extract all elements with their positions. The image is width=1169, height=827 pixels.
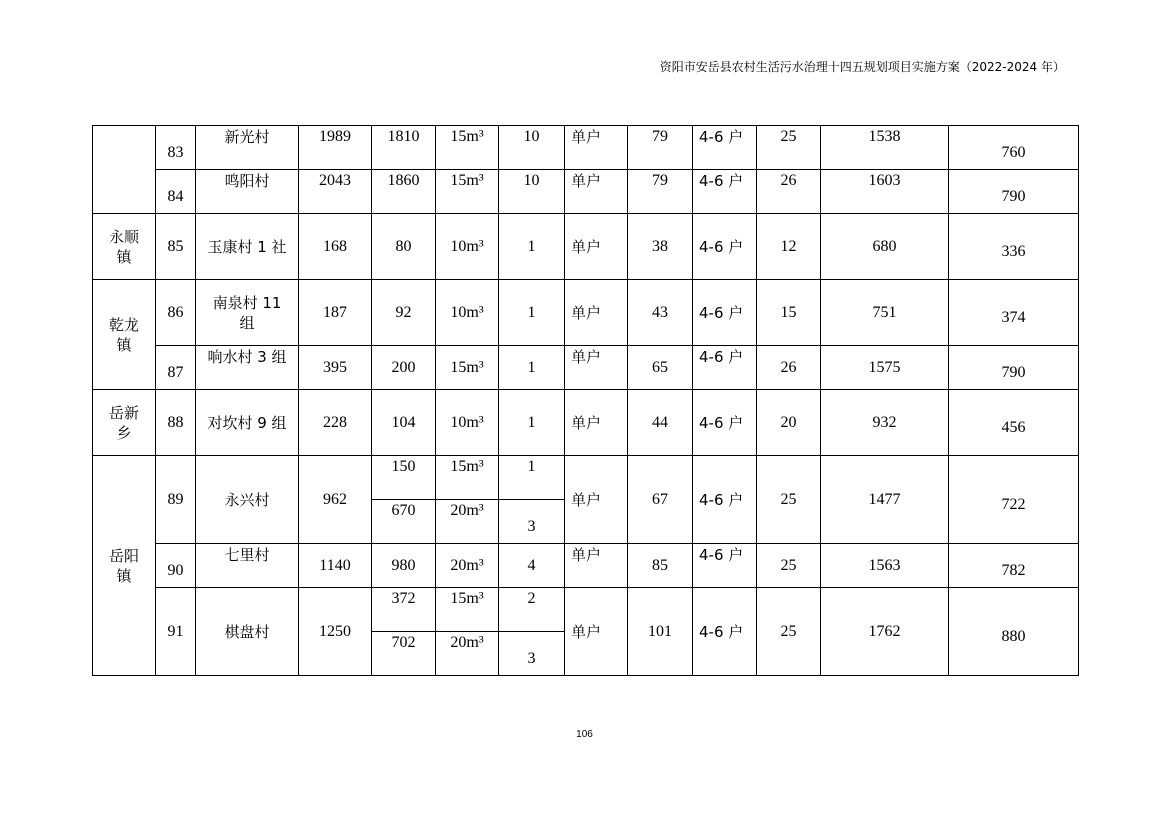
range-cell: 4-6 户 (693, 544, 757, 588)
village-cell: 棋盘村 (196, 588, 299, 676)
capacity-cell: 10m³ (436, 214, 499, 280)
value-cell: 2043 (299, 170, 372, 214)
value-cell: 782 (949, 544, 1079, 588)
type-cell: 单户 (565, 280, 628, 346)
town-cell: 岳新乡 (93, 390, 156, 456)
town-cell: 乾龙镇 (93, 280, 156, 390)
row-number: 85 (156, 214, 196, 280)
count-cell: 1 (499, 346, 565, 390)
value-cell: 790 (949, 346, 1079, 390)
range-cell: 4-6 户 (693, 170, 757, 214)
type-cell: 单户 (565, 214, 628, 280)
value-cell: 65 (628, 346, 693, 390)
table-row (93, 214, 1079, 280)
village-cell: 鸣阳村 (196, 170, 299, 214)
count-cell: 1 (499, 456, 565, 500)
row-number: 84 (156, 170, 196, 214)
value-cell: 702 (372, 632, 436, 676)
row-number: 89 (156, 456, 196, 544)
range-cell: 4-6 户 (693, 588, 757, 676)
village-cell: 对坎村 9 组 (196, 390, 299, 456)
count-cell: 10 (499, 126, 565, 170)
value-cell: 25 (757, 588, 821, 676)
value-cell: 79 (628, 170, 693, 214)
value-cell: 670 (372, 500, 436, 544)
capacity-cell: 15m³ (436, 126, 499, 170)
range-cell: 4-6 户 (693, 280, 757, 346)
village-cell: 响水村 3 组 (196, 346, 299, 390)
value-cell: 80 (372, 214, 436, 280)
page-number: 106 (576, 729, 593, 740)
value-cell: 20 (757, 390, 821, 456)
row-number: 86 (156, 280, 196, 346)
table-row (93, 280, 1079, 346)
village-cell: 南泉村 11 组 (196, 280, 299, 346)
value-cell: 722 (949, 456, 1079, 544)
count-cell: 3 (499, 500, 565, 544)
town-cell: 永顺镇 (93, 214, 156, 280)
row-number: 90 (156, 544, 196, 588)
row-number: 83 (156, 126, 196, 170)
value-cell: 372 (372, 588, 436, 632)
village-cell: 玉康村 1 社 (196, 214, 299, 280)
value-cell: 790 (949, 170, 1079, 214)
range-cell: 4-6 户 (693, 126, 757, 170)
row-number: 88 (156, 390, 196, 456)
range-cell: 4-6 户 (693, 390, 757, 456)
capacity-cell: 20m³ (436, 632, 499, 676)
type-cell: 单户 (565, 544, 628, 588)
value-cell: 374 (949, 280, 1079, 346)
value-cell: 336 (949, 214, 1079, 280)
page-header: 资阳市安岳县农村生活污水治理十四五规划项目实施方案（2022-2024 年） (659, 60, 1065, 74)
value-cell: 1538 (821, 126, 949, 170)
table-row (93, 126, 1079, 170)
capacity-cell: 15m³ (436, 346, 499, 390)
value-cell: 26 (757, 170, 821, 214)
value-cell: 1140 (299, 544, 372, 588)
row-number: 87 (156, 346, 196, 390)
capacity-cell: 10m³ (436, 390, 499, 456)
value-cell: 680 (821, 214, 949, 280)
value-cell: 26 (757, 346, 821, 390)
value-cell: 751 (821, 280, 949, 346)
count-cell: 4 (499, 544, 565, 588)
town-cell (93, 126, 156, 214)
type-cell: 单户 (565, 456, 628, 544)
value-cell: 200 (372, 346, 436, 390)
value-cell: 85 (628, 544, 693, 588)
value-cell: 962 (299, 456, 372, 544)
table-row (93, 346, 1079, 390)
table-row (93, 170, 1079, 214)
capacity-cell: 15m³ (436, 588, 499, 632)
type-cell: 单户 (565, 170, 628, 214)
value-cell: 1603 (821, 170, 949, 214)
capacity-cell: 20m³ (436, 544, 499, 588)
value-cell: 1563 (821, 544, 949, 588)
capacity-cell: 20m³ (436, 500, 499, 544)
value-cell: 101 (628, 588, 693, 676)
value-cell: 880 (949, 588, 1079, 676)
range-cell: 4-6 户 (693, 456, 757, 544)
value-cell: 79 (628, 126, 693, 170)
village-cell: 七里村 (196, 544, 299, 588)
count-cell: 1 (499, 280, 565, 346)
type-cell: 单户 (565, 390, 628, 456)
value-cell: 25 (757, 544, 821, 588)
value-cell: 25 (757, 456, 821, 544)
range-cell: 4-6 户 (693, 346, 757, 390)
table-row (93, 544, 1079, 588)
value-cell: 395 (299, 346, 372, 390)
range-cell: 4-6 户 (693, 214, 757, 280)
row-number: 91 (156, 588, 196, 676)
value-cell: 67 (628, 456, 693, 544)
value-cell: 980 (372, 544, 436, 588)
value-cell: 1250 (299, 588, 372, 676)
table-row (93, 588, 1079, 632)
value-cell: 1762 (821, 588, 949, 676)
value-cell: 456 (949, 390, 1079, 456)
value-cell: 168 (299, 214, 372, 280)
value-cell: 932 (821, 390, 949, 456)
value-cell: 187 (299, 280, 372, 346)
capacity-cell: 15m³ (436, 456, 499, 500)
type-cell: 单户 (565, 346, 628, 390)
value-cell: 12 (757, 214, 821, 280)
value-cell: 43 (628, 280, 693, 346)
town-cell: 岳阳镇 (93, 456, 156, 676)
value-cell: 1575 (821, 346, 949, 390)
value-cell: 15 (757, 280, 821, 346)
type-cell: 单户 (565, 126, 628, 170)
value-cell: 1860 (372, 170, 436, 214)
village-cell: 永兴村 (196, 456, 299, 544)
value-cell: 104 (372, 390, 436, 456)
value-cell: 25 (757, 126, 821, 170)
count-cell: 1 (499, 214, 565, 280)
count-cell: 3 (499, 632, 565, 676)
value-cell: 1810 (372, 126, 436, 170)
capacity-cell: 10m³ (436, 280, 499, 346)
count-cell: 1 (499, 390, 565, 456)
value-cell: 760 (949, 126, 1079, 170)
type-cell: 单户 (565, 588, 628, 676)
count-cell: 10 (499, 170, 565, 214)
value-cell: 150 (372, 456, 436, 500)
value-cell: 44 (628, 390, 693, 456)
data-table (92, 125, 1079, 676)
value-cell: 1989 (299, 126, 372, 170)
value-cell: 92 (372, 280, 436, 346)
capacity-cell: 15m³ (436, 170, 499, 214)
table-row (93, 390, 1079, 456)
village-cell: 新光村 (196, 126, 299, 170)
value-cell: 38 (628, 214, 693, 280)
value-cell: 1477 (821, 456, 949, 544)
table-row (93, 456, 1079, 500)
value-cell: 228 (299, 390, 372, 456)
count-cell: 2 (499, 588, 565, 632)
